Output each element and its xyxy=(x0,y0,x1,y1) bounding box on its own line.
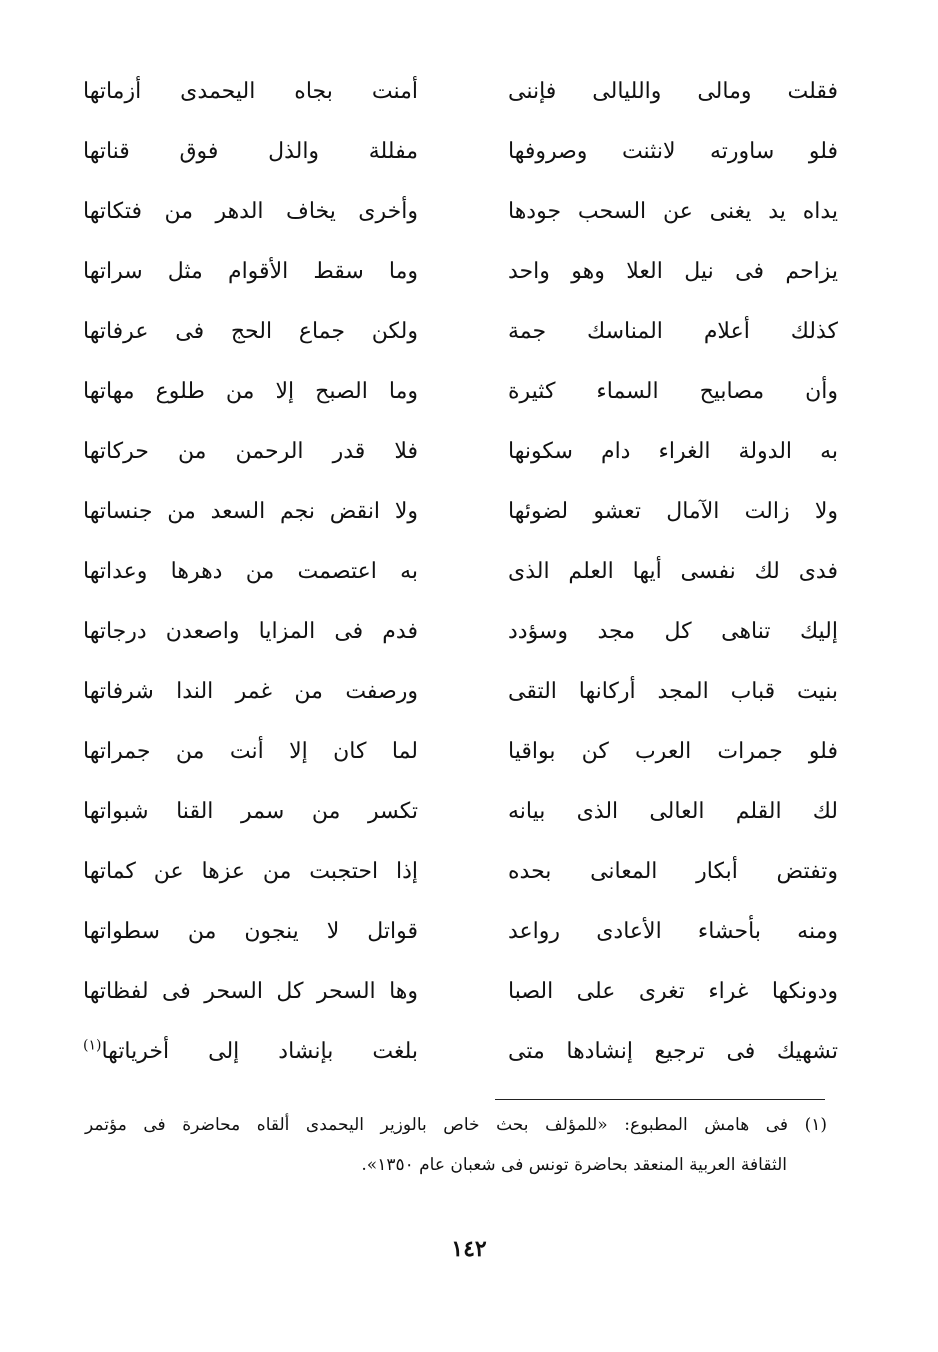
verse-first-hemistich: فقلت ومالى والليالى فإننى xyxy=(508,79,838,104)
verse-second-hemistich: به اعتصمت من دهرها وعداتها xyxy=(83,559,418,584)
footnote-separator xyxy=(495,1099,825,1100)
verse xyxy=(60,362,838,421)
verse-second-hemistich: فلا قدر الرحمن من حركاتها xyxy=(83,439,418,464)
verse xyxy=(60,422,838,481)
footnote-marker: (١) xyxy=(83,1037,102,1054)
verse-first-hemistich: تشهيك فى ترجيع إنشادها متى xyxy=(508,1039,838,1064)
verse-first-hemistich: ومنه بأحشاء الأعادى رواعد xyxy=(508,919,838,944)
verse-second-hemistich: أمنت بجاه اليحمدى أزماتها xyxy=(83,79,418,104)
verse xyxy=(60,602,838,661)
page-number: ١٤٢ xyxy=(451,1236,487,1262)
verse xyxy=(60,722,838,781)
verse-second-hemistich: فدم فى المزايا واصعدن درجاتها xyxy=(83,619,418,644)
verse-first-hemistich: لك القلم العالى الذى بيانه xyxy=(508,799,838,824)
verse xyxy=(60,62,838,121)
verse-second-hemistich: ورصفت من غمر الندا شرفاتها xyxy=(83,679,418,704)
verse-first-hemistich: فلو ساورته لانثنت وصروفها xyxy=(508,139,838,164)
verse xyxy=(60,1022,838,1081)
verse-first-hemistich: إليك تناهى كل مجد وسؤدد xyxy=(508,619,838,644)
verse-second-hemistich: ولا انقض نجم السعد من جنساتها xyxy=(83,499,418,524)
verse xyxy=(60,842,838,901)
verse-second-hemistich: وما سقط الأقوام مثل سراتها xyxy=(83,259,418,284)
verse-first-hemistich: وتفتض أبكار المعانى بحده xyxy=(508,859,838,884)
verse-second-hemistich: وها السحر كل السحر فى لفظاتها xyxy=(83,979,418,1004)
verse xyxy=(60,962,838,1021)
verse-second-hemistich xyxy=(83,1022,418,1081)
footnote-line: الثقافة العربية المنعقد بحاضرة تونس فى شعبان عام ١٣٥٠». xyxy=(361,1155,787,1175)
verse-second-hemistich: تكسر من سمر القنا شبواتها xyxy=(83,799,418,824)
verse-first-hemistich: كذلك أعلام المناسك جمة xyxy=(508,319,838,344)
verse-text: بلغت بإنشاد إلى أخرياتها xyxy=(101,1039,418,1064)
verse xyxy=(60,662,838,721)
verse xyxy=(60,302,838,361)
footnote-line: (١) فى هامش المطبوع: «للمؤلف بحث خاص بالوزير اليحمدى ألقاه محاضرة فى مؤتمر xyxy=(85,1115,827,1135)
verse-first-hemistich: ولا زالت الآمال تعشو لضوئها xyxy=(508,499,838,524)
verse-first-hemistich: فلو جمرات العرب كن بواقيا xyxy=(508,739,838,764)
verse-second-hemistich: مفللة والذل فوق قناتها xyxy=(83,139,418,164)
verse-second-hemistich: وما الصبح إلا من طلوع مهاتها xyxy=(83,379,418,404)
verse xyxy=(60,542,838,601)
verse xyxy=(60,902,838,961)
verse-second-hemistich: وأخرى يخاف الدهر من فتكاتها xyxy=(83,199,418,224)
verse-first-hemistich: بنيت قباب المجد أركانها التقى xyxy=(508,679,838,704)
verse-second-hemistich: قواتل لا ينجون من سطواتها xyxy=(83,919,418,944)
verse-first-hemistich: به الدولة الغراء دام سكونها xyxy=(508,439,838,464)
verse xyxy=(60,242,838,301)
verse xyxy=(60,122,838,181)
verse xyxy=(60,182,838,241)
verse-first-hemistich: يداه يد يغنى عن السحب جودها xyxy=(508,199,838,224)
poem xyxy=(60,62,838,1082)
verse xyxy=(60,782,838,841)
verse-second-hemistich: ولكن جماع الحج فى عرفاتها xyxy=(83,319,418,344)
footnote xyxy=(85,1105,827,1185)
verse-first-hemistich: فدى لك نفسى أيها العلم الذى xyxy=(508,559,838,584)
verse-second-hemistich: لما كان إلا أنت من جمراتها xyxy=(83,739,418,764)
verse-first-hemistich: يزاحم فى نيل العلا وهو واحد xyxy=(508,259,838,284)
verse-first-hemistich: وأن مصابيح السماء كثيرة xyxy=(508,379,838,404)
verse xyxy=(60,482,838,541)
verse-second-hemistich: إذا احتجبت من عزها عن كماتها xyxy=(83,859,418,884)
verse-first-hemistich: ودونكها غراء تغرى على الصبا xyxy=(508,979,838,1004)
